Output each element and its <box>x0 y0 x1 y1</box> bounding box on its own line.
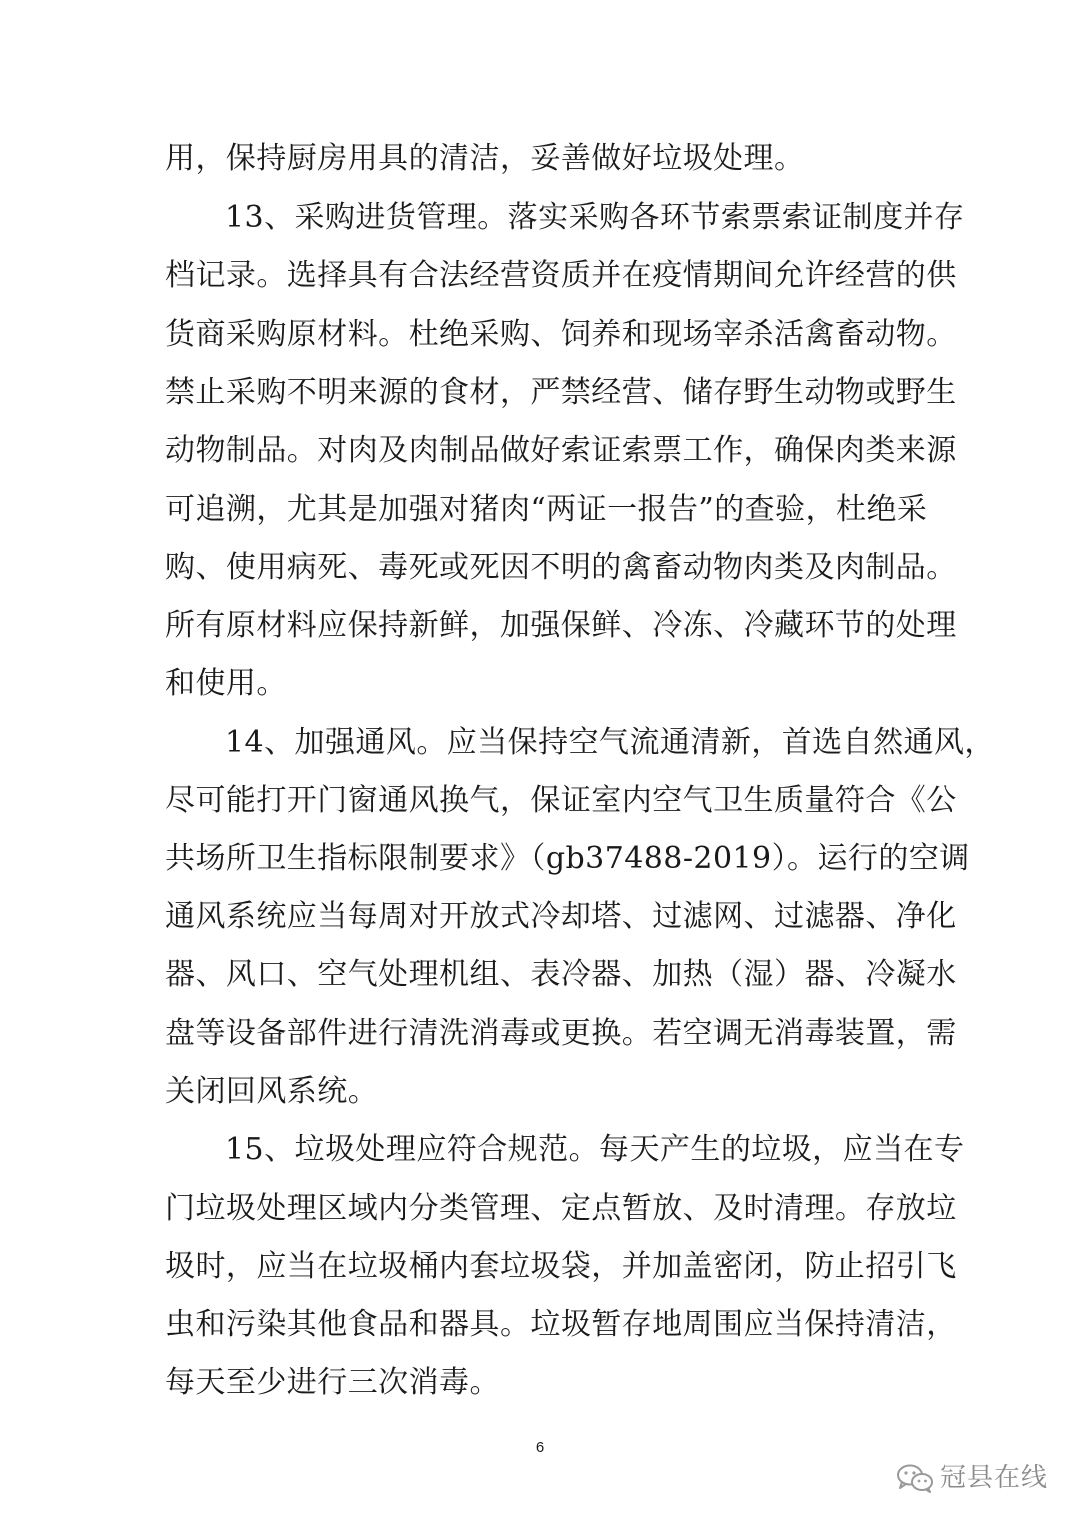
text-line: 可追溯，尤其是加强对猪肉“两证一报告”的查验，杜绝采 <box>165 492 928 527</box>
wechat-icon <box>896 1463 934 1493</box>
text-line: 关闭回风系统。 <box>165 1074 379 1109</box>
watermark <box>896 1458 1056 1498</box>
text-line: 共场所卫生指标限制要求》（gb37488-2019）。运行的空调 <box>165 841 970 876</box>
text-line: 货商采购原材料。杜绝采购、饲养和现场宰杀活禽畜动物。 <box>165 317 957 352</box>
page-number: 6 <box>535 1439 545 1456</box>
text-line: 动物制品。对肉及肉制品做好索证索票工作，确保肉类来源 <box>165 433 957 468</box>
text-line: 禁止采购不明来源的食材，严禁经营、储存野生动物或野生 <box>165 375 957 410</box>
text-line: 和使用。 <box>165 666 287 701</box>
text-line: 盘等设备部件进行清洗消毒或更换。若空调无消毒装置，需 <box>165 1016 957 1051</box>
text-line: 档记录。选择具有合法经营资质并在疫情期间允许经营的供 <box>165 258 957 293</box>
section-15-heading-line: 15、垃圾处理应符合规范。每天产生的垃圾，应当在专 <box>225 1132 965 1167</box>
watermark-text: 冠县在线 <box>940 1463 1049 1493</box>
text-line: 用，保持厨房用具的清洁，妥善做好垃圾处理。 <box>165 141 805 176</box>
text-line: 器、风口、空气处理机组、表冷器、加热（湿）器、冷凝水 <box>165 957 957 992</box>
text-line: 尽可能打开门窗通风换气，保证室内空气卫生质量符合《公 <box>165 783 957 818</box>
section-13-heading-line: 13、采购进货管理。落实采购各环节索票索证制度并存 <box>225 200 965 235</box>
text-line: 通风系统应当每周对开放式冷却塔、过滤网、过滤器、净化 <box>165 899 957 934</box>
text-line: 每天至少进行三次消毒。 <box>165 1365 500 1400</box>
text-line: 购、使用病死、毒死或死因不明的禽畜动物肉类及肉制品。 <box>165 550 957 585</box>
text-line: 虫和污染其他食品和器具。垃圾暂存地周围应当保持清洁， <box>165 1307 957 1342</box>
text-line: 所有原材料应保持新鲜，加强保鲜、冷冻、冷藏环节的处理 <box>165 608 957 643</box>
text-line: 门垃圾处理区域内分类管理、定点暂放、及时清理。存放垃 <box>165 1191 957 1226</box>
text-line: 圾时，应当在垃圾桶内套垃圾袋，并加盖密闭，防止招引飞 <box>165 1249 957 1284</box>
section-14-heading-line: 14、加强通风。应当保持空气流通清新，首选自然通风， <box>225 725 995 760</box>
